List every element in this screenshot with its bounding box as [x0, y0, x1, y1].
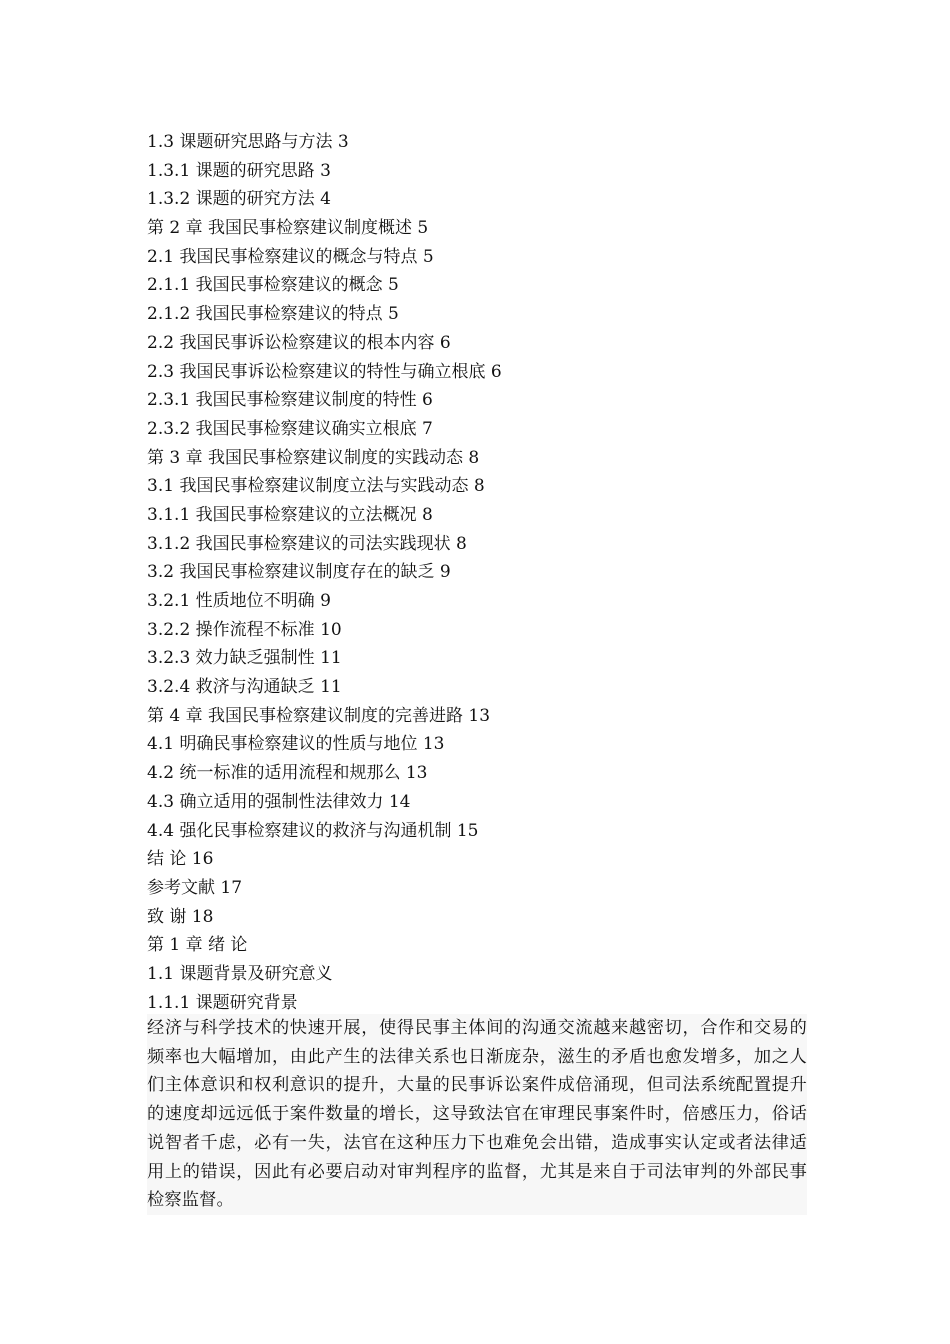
toc-line: 4.4 强化民事检察建议的救济与沟通机制 15	[147, 820, 479, 841]
toc-line: 3.1.1 我国民事检察建议的立法概况 8	[147, 504, 433, 525]
section-heading: 1.1 课题背景及研究意义	[147, 963, 333, 984]
toc-line: 3.1 我国民事检察建议制度立法与实践动态 8	[147, 476, 485, 497]
toc-line: 2.1 我国民事检察建议的概念与特点 5	[147, 246, 434, 267]
toc-line: 1.3.1 课题的研究思路 3	[147, 160, 331, 181]
toc-line: 1.3.2 课题的研究方法 4	[147, 189, 331, 210]
toc-line: 4.1 明确民事检察建议的性质与地位 13	[147, 734, 445, 755]
toc-line: 3.2.2 操作流程不标准 10	[147, 619, 342, 640]
toc-line: 致 谢 18	[147, 906, 214, 927]
toc-line: 2.1.2 我国民事检察建议的特点 5	[147, 304, 399, 325]
table-of-contents	[147, 128, 827, 1017]
toc-line: 3.2.4 救济与沟通缺乏 11	[147, 677, 342, 698]
toc-line: 3.1.2 我国民事检察建议的司法实践现状 8	[147, 533, 467, 554]
toc-line: 2.3.2 我国民事检察建议确实立根底 7	[147, 418, 433, 439]
toc-line: 参考文献 17	[147, 877, 243, 898]
toc-line: 第 3 章 我国民事检察建议制度的实践动态 8	[147, 447, 480, 468]
toc-line: 3.2.3 效力缺乏强制性 11	[147, 648, 342, 669]
toc-line: 第 4 章 我国民事检察建议制度的完善进路 13	[147, 705, 491, 726]
toc-line: 2.3 我国民事诉讼检察建议的特性与确立根底 6	[147, 361, 502, 382]
toc-line: 结 论 16	[147, 849, 214, 870]
toc-line: 2.2 我国民事诉讼检察建议的根本内容 6	[147, 332, 451, 353]
toc-line: 3.2 我国民事检察建议制度存在的缺乏 9	[147, 562, 451, 583]
toc-line: 1.3 课题研究思路与方法 3	[147, 132, 349, 152]
toc-line: 3.2.1 性质地位不明确 9	[147, 591, 331, 611]
subsection-heading: 1.1.1 课题研究背景	[147, 992, 298, 1013]
toc-line: 2.1.1 我国民事检察建议的概念 5	[147, 275, 399, 296]
toc-line: 4.2 统一标准的适用流程和规那么 13	[147, 763, 428, 784]
toc-line: 4.3 确立适用的强制性法律效力 14	[147, 791, 411, 812]
body-paragraph: 经济与科学技术的快速开展，使得民事主体间的沟通交流越来越密切，合作和交易的频率也大幅增加，由此产生的法律关系也日渐庞杂，滋生的矛盾也愈发增多，加之人们主体意识和权利意识的提升，大量的民事诉讼案件成倍涌现，但司法系统配置提升的速度却远远低于案件数量的增长，这导致法官在审理民事案件时，倍感压力，俗话说智者千虑，必有一失，法官在这种压力下也难免会出错，造成事实认定或者法律适用上的错误，因此有必要启动对审判程序的监督，尤其是来自于司法审判的外部民事检察监督。	[147, 1014, 807, 1215]
toc-line: 第 2 章 我国民事检察建议制度概述 5	[147, 218, 429, 239]
toc-line: 2.3.1 我国民事检察建议制度的特性 6	[147, 390, 433, 411]
chapter-heading: 第 1 章 绪 论	[147, 935, 248, 956]
